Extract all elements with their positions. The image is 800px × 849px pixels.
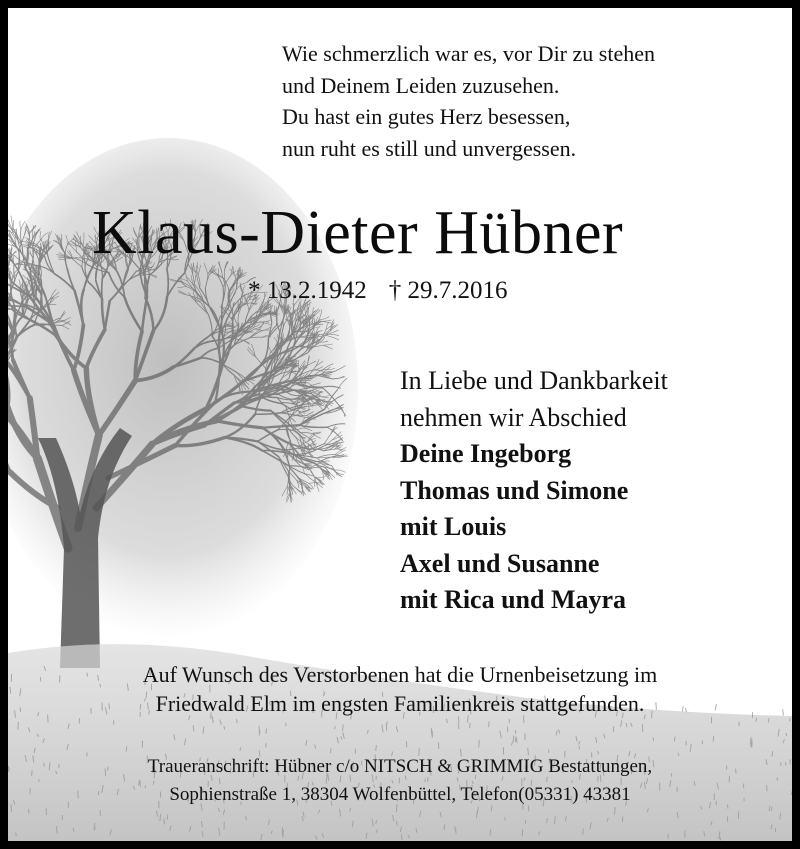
- address-line: Sophienstraße 1, 38304 Wolfenbüttel, Telefon(05331) 43381: [169, 784, 631, 805]
- birth-date: * 13.2.1942: [248, 277, 367, 304]
- mourner-name: mit Louis: [400, 512, 507, 541]
- address-line: Traueranschrift: Hübner c/o NITSCH & GRIMMIG Bestattungen,: [147, 756, 653, 777]
- mourner-name: Thomas und Simone: [400, 475, 629, 505]
- mourner-name: Axel und Susanne: [400, 548, 600, 578]
- life-dates: [248, 276, 508, 306]
- deceased-name: Klaus-Dieter Hübner: [92, 199, 624, 267]
- mourners-block: [400, 363, 668, 619]
- poem: [282, 38, 655, 164]
- mourners-intro-line: nehmen wir Abschied: [400, 402, 627, 432]
- notice-line: Auf Wunsch des Verstorbenen hat die Urnenbeisetzung im: [142, 662, 658, 687]
- mourners-intro-line: In Liebe und Dankbarkeit: [400, 366, 668, 395]
- poem-line: nun ruht es still und unvergessen.: [282, 135, 577, 161]
- obituary-notice: [8, 8, 792, 841]
- poem-line: Du hast ein gutes Herz besessen,: [282, 104, 571, 129]
- mourning-address: [8, 753, 792, 809]
- burial-notice: [8, 660, 792, 718]
- death-date: † 29.7.2016: [388, 277, 508, 304]
- poem-line: und Deinem Leiden zuzusehen.: [282, 72, 560, 98]
- notice-line: Friedwald Elm im engsten Familienkreis stattgefunden.: [155, 691, 645, 716]
- poem-line: Wie schmerzlich war es, vor Dir zu stehen: [282, 41, 655, 66]
- mourner-name: Deine Ingeborg: [400, 439, 572, 468]
- mourner-name: mit Rica und Mayra: [400, 585, 627, 614]
